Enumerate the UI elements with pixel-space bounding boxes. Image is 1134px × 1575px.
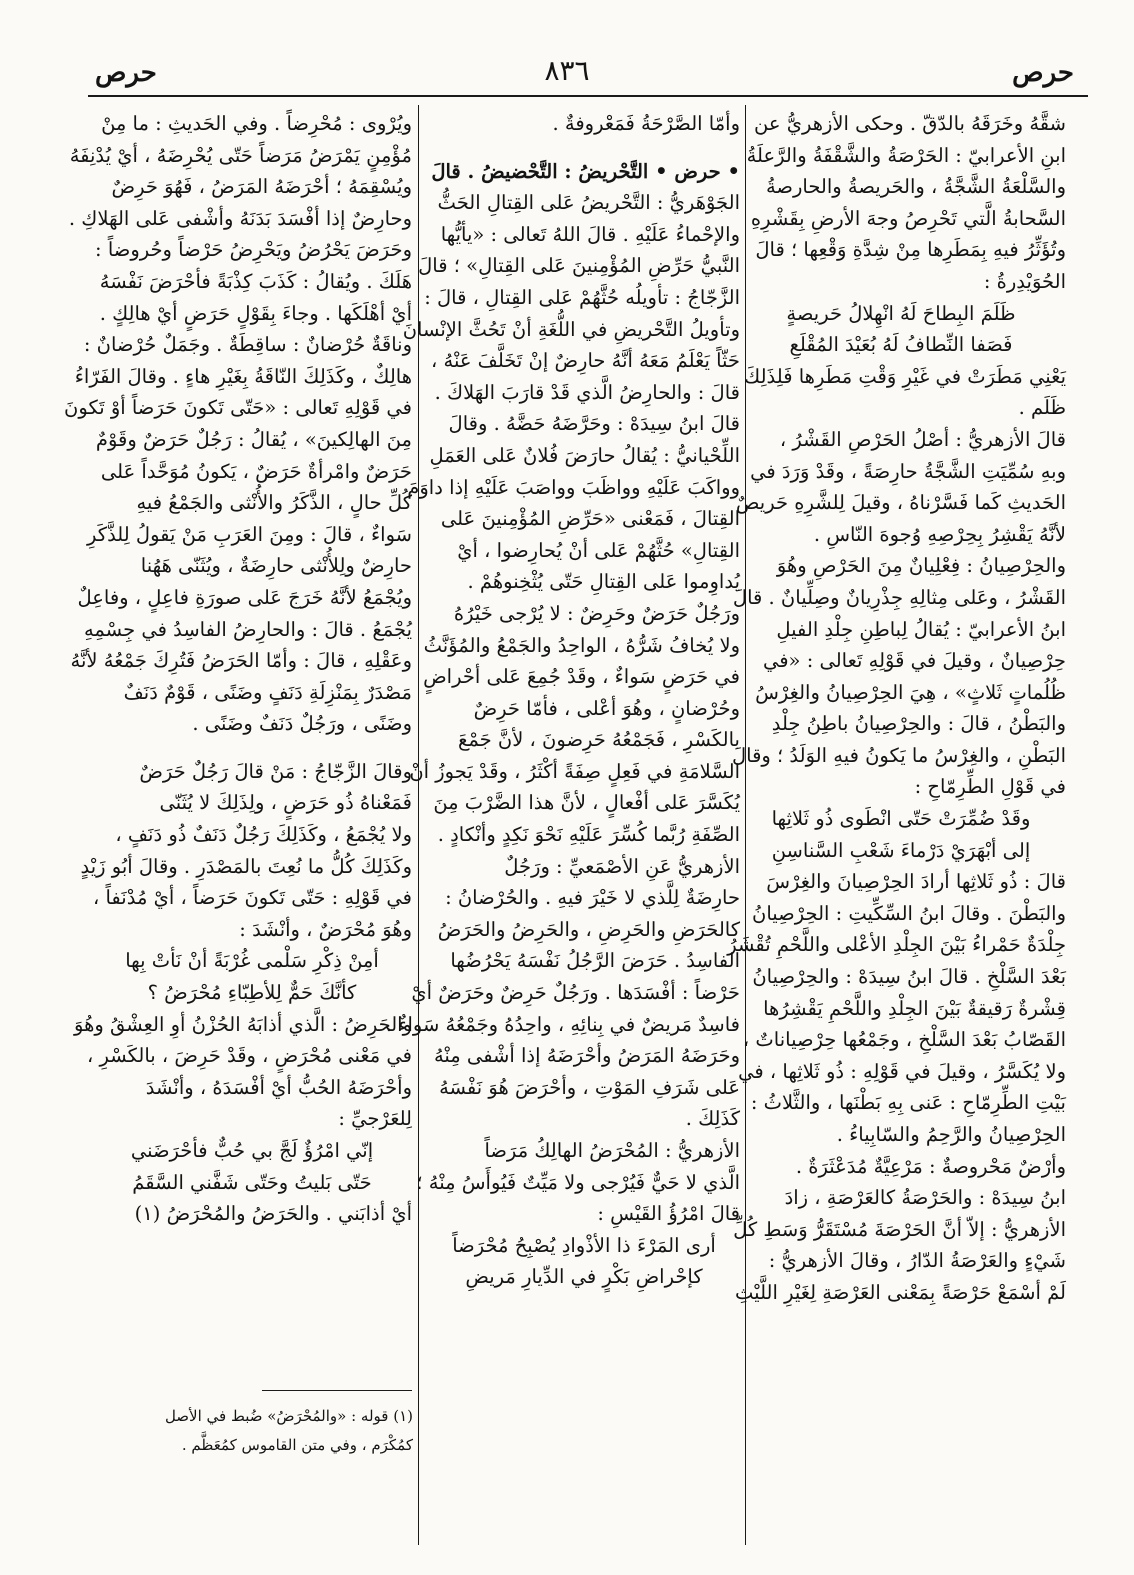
verse-line: أمِنْ ذِكْرِ سَلْمى غُرْبَةً أنْ نَأتْ بِها bbox=[125, 949, 379, 973]
text-line: الحُوَيْدِرةُ : bbox=[983, 269, 1066, 293]
text-line: حِرْصِيانٌ ، وقيلَ في قَوْلِهِ تَعالى : «في bbox=[762, 649, 1066, 673]
text-line: الأزهريُّ عَنِ الأصْمَعيِّ : ورَجُلٌ bbox=[504, 854, 740, 878]
text-line: البَطْنِ ، والغِرْسُ ما يَكونُ فيهِ الوَلَدُ ؛ وقالَ bbox=[731, 743, 1066, 767]
text-line: وهُوَ مُحْرَضٌ ، وأنْشَدَ : bbox=[239, 917, 412, 941]
text-line: وحارِضٌ إذا أفْسَدَ بَدَنَهُ وأشْفى عَلى الهَلاكِ . bbox=[68, 206, 412, 230]
page-number: ٨٣٦ bbox=[544, 54, 590, 87]
text-line: وحَرَضَهُ المَرَضُ وأحْرَضَهُ إذا أشْفى مِنْهُ bbox=[433, 1044, 740, 1068]
text-line: حارِضَةٌ لِلَّذي لا خَيْرَ فيهِ . والحُرْضانُ : bbox=[445, 886, 740, 910]
text-line: لَمْ أسْمَعْ حَرْصَةً بِمَعْنى العَرْصَةِ لِغَيْرِ اللَّيْثِ bbox=[735, 1280, 1066, 1304]
text-line: جِلْدَةٌ حَمْراءُ بَيْنَ الجِلْدِ الأعْلى واللَّحْمِ تُقْشَرُ bbox=[727, 933, 1066, 957]
text-line: القَشْرُ ، وعَلى مِثالِهِ جِذْرِيانٌ وصِلِّيانٌ . قالَ bbox=[732, 585, 1066, 609]
header-word-left: حرص bbox=[95, 58, 157, 88]
verse-line: إلى أبْهَرَيْ دَرْماءَ شَعْبِ السَّناسِنِ bbox=[771, 838, 1031, 862]
text-line: السَّلامَةِ في فَعِلٍ صِفَةً أكْثَرُ ، وقَدْ يَجوزُ أنْ bbox=[409, 759, 740, 783]
text-line: كالحَرَضِ والحَرِضِ ، والحَرِضُ والحَرَضُ bbox=[437, 917, 740, 941]
paragraph-gap bbox=[92, 740, 412, 756]
text-line: شقَّهُ وخَرَقَهُ بالدّقّ . وحكى الأزهريُّ عن bbox=[754, 112, 1066, 135]
entry-headword-line: • حرض • التَّحْريضُ : التَّحْضيضُ . قالَ bbox=[431, 159, 740, 183]
text-line: وواكَبَ عَلَيْهِ وواظَبَ وواصَبَ عَلَيْهِ إذا داوَمَ bbox=[407, 475, 740, 499]
text-line: قالَ الأزهريُّ : أصْلُ الحَرْصِ القَشْرُ ، bbox=[779, 427, 1066, 451]
text-line: هالِكٌ ، وكَذَلِكَ النّاقَةُ بِغَيْرِ هاءٍ . وقالَ الفَرّاءُ bbox=[74, 364, 412, 388]
paragraph-gap bbox=[428, 140, 740, 156]
footnote bbox=[95, 1402, 413, 1460]
text-line: وحَرَضَ يَحْرُضُ ويَحْرِضُ حَرْضاً وحُروضاً : bbox=[95, 238, 412, 262]
text-line: قالَ ابنُ سِيدَهْ : وحَرَّضَهُ حَضَّهُ . وقالَ bbox=[448, 412, 740, 436]
verse-line: ظَلَمَ البِطاحَ لَهُ انْهِلالُ حَريصةٍ bbox=[786, 301, 1016, 325]
header-word-right: حرص bbox=[1012, 58, 1074, 88]
text-line: بَيْتِ الطِّرِمّاحِ : عَنى بِهِ بَطْنَها ، والثَّلاثُ : bbox=[750, 1091, 1066, 1115]
text-line: حَرَضٌ وامْرأةٌ حَرَضٌ ، يَكونُ مُوَحَّداً عَلى bbox=[100, 459, 412, 483]
text-column-right bbox=[727, 108, 1066, 1309]
text-line: يُجْمَعُ . قالَ : والحارِضُ الفاسِدُ في جِسْمِهِ bbox=[83, 617, 412, 641]
text-line: الحِرْصِيانُ والرَّحِمُ والسّابِياءُ . bbox=[836, 1123, 1066, 1146]
verse-line: وقَدْ ضُمِّرَتْ حَتّى انْطَوى ذُو ثَلاثِها bbox=[771, 807, 1031, 831]
text-line: عَلى شَرَفِ المَوْتِ ، وأحْرَضَ هُوَ نَفْسَهُ bbox=[439, 1075, 740, 1099]
text-line: كَذَلِكَ . bbox=[685, 1107, 740, 1131]
text-line: أيْ أذابَني . والحَرَضُ والمُحْرَضُ (١) bbox=[134, 1202, 412, 1226]
text-line: النَّبيُّ حَرِّضِ المُؤْمِنينَ عَلى القِتالِ» ؛ قالَ bbox=[418, 254, 740, 278]
text-line: حَرْضاً : أفْسَدَها . ورَجُلٌ حَرِضٌ وحَرَضٌ أيْ bbox=[411, 981, 740, 1005]
text-line: في حَرَضٍ سَواءٌ ، وقَدْ جُمِعَ عَلى أحْراضٍ bbox=[423, 665, 740, 689]
text-line: قالَ : ذُو ثَلاثِها أرادَ الحِرْصِيانَ والغِرْسَ bbox=[766, 870, 1066, 894]
text-line: الجَوْهَريُّ : التَّحْريضُ عَلى القِتالِ الحَثُّ bbox=[437, 191, 740, 215]
text-line: في قَوْلِهِ : حَتّى تَكونَ حَرَضاً ، أيْ مُدْنَفاً ، bbox=[93, 886, 412, 910]
text-line: الأزهريُّ : إلاّ أنَّ الحَرْصَةَ مُسْتَقَرُّ وَسَطِ كُلِّ bbox=[733, 1217, 1066, 1241]
text-line: يُداوِموا عَلى القِتالِ حَتّى يُثْخِنوهُمْ . bbox=[467, 570, 740, 594]
text-line: اللِّحْيانيُّ : يُقالُ حارَضَ فُلانٌ عَلى العَمَلِ bbox=[429, 443, 740, 467]
text-line: لِلعَرْجيِّ : bbox=[338, 1107, 412, 1131]
text-line: في قَوْلِ الطِّرِمّاحِ : bbox=[914, 775, 1066, 799]
text-line: ورَجُلٌ حَرَضٌ وحَرِضٌ : لا يُرْجى خَيْرُهُ bbox=[453, 601, 740, 625]
text-line: القِتالَ ، فَمَعْنى «حَرِّضِ المُؤْمِنينَ عَلى bbox=[440, 507, 740, 531]
text-line: حارِضٌ ولِلأُنْثى حارِضَةٌ ، ويُثَنّى هَهُنا bbox=[140, 554, 412, 578]
text-line: وعَقْلِهِ ، قالَ : وأمّا الحَرَضُ فَتُرِكَ جَمْعُهُ لأنَّهُ bbox=[70, 649, 412, 673]
text-line: والسَّلْعَةُ الشَّجَّةُ ، والحَريصةُ والحارصةُ bbox=[765, 175, 1066, 199]
text-line: وناقَةٌ حُرْضانٌ : ساقِطَةٌ . وجَمَلٌ حُرْضانٌ : bbox=[83, 333, 412, 357]
text-line: وحُرْضانٍ ، وهُوَ أعْلى ، فأمّا حَرِضٌ bbox=[473, 696, 740, 720]
text-line: الحَديثِ كَما فَسَّرْناهُ ، وقيلَ لِلشَّرِهِ حَريصٌ bbox=[735, 491, 1066, 515]
verse-line: كإحْراضِ بَكْرٍ في الدِّيارِ مَريضِ bbox=[465, 1265, 703, 1289]
footnote-line: (١) قوله : «والمُحْرَضُ» ضُبط في الأصل bbox=[164, 1407, 413, 1425]
text-line: يُكَسَّرَ عَلى أفْعالٍ ، لأنَّ هذا الضَّرْبَ مِنَ bbox=[433, 791, 740, 815]
text-line: ويُجْمَعُ لأنَّهُ خَرَجَ عَلى صورَةِ فاعِلٍ ، وفاعِلٌ bbox=[77, 585, 412, 609]
text-line: ظُلُماتٍ ثَلاثٍ» ، هِيَ الحِرْصِيانُ والغِرْسُ bbox=[755, 680, 1066, 704]
text-line: والبَطْنَ . وقالَ ابنُ السِّكِّيتِ : الحِرْصِيانُ bbox=[752, 901, 1066, 925]
text-line: في مَعْنى مُحْرَضٍ ، وقَدْ حَرِضَ ، بالكَسْرِ ، bbox=[87, 1044, 412, 1068]
text-line: قالَ : والحارِضُ الَّذي قَدْ قارَبَ الهَلاكَ . bbox=[434, 380, 740, 404]
text-line: ولا يُكَسَّرُ ، وقيلَ في قَوْلِهِ : ذُو ثَلاثِها ، في bbox=[738, 1059, 1066, 1083]
text-line: ويُسْقِمَهُ ؛ أحْرَضَهُ المَرَضُ ، فَهُوَ حَرِضٌ bbox=[111, 175, 412, 199]
text-line: والحِرْصِيانُ : فِعْلِيانٌ مِنَ الحَرْصِ وهُوَ bbox=[776, 554, 1066, 578]
text-line: ابنِ الأعرابيّ : الحَرْصَةُ والشَّقْفَةُ والرَّعلَةُ bbox=[746, 143, 1066, 167]
text-column-left bbox=[64, 108, 412, 1230]
text-line: في قَوْلِهِ تَعالى : «حَتّى تَكونَ حَرَضاً أوْ تَكونَ bbox=[64, 396, 412, 420]
text-line: مُؤْمِنٍ يَمْرَضُ مَرَضاً حَتّى يُحْرِضَهُ ، أيْ يُدْنِفَهُ bbox=[69, 143, 412, 167]
text-line: والحَرِضُ : الَّذي أذابَهُ الحُزْنُ أوِ العِشْقُ وهُوَ bbox=[74, 1012, 412, 1036]
text-line: هَلَكَ . ويُقالُ : كَذَبَ كِذْبَةً فأحْرَضَ نَفْسَهُ bbox=[99, 269, 412, 293]
text-line: الفاسِدُ . حَرَضَ الرَّجُلُ نَفْسَهُ يَحْرُضُها bbox=[450, 949, 740, 973]
text-line: ويُرْوى : مُحْرِضاً . وفي الحَديثِ : ما مِنْ bbox=[101, 112, 412, 135]
text-line: وضَنًى ، ورَجُلٌ دَنَفٌ وضَنًى . bbox=[192, 712, 412, 736]
text-line: ولا يُخافُ شَرُّهُ ، الواحِدُ والجَمْعُ والمُؤَنَّثُ bbox=[423, 633, 740, 657]
text-column-middle bbox=[385, 108, 740, 1293]
text-line: وأمّا الصَّرْحَةُ فَمَعْروفةٌ . bbox=[552, 112, 740, 135]
text-line: القَصّابُ بَعْدَ السَّلْخِ ، وجَمْعُها حِرْصِياناتٌ ، bbox=[742, 1028, 1066, 1052]
text-line: سَواءٌ ، قالَ : ومِنَ العَرَبِ مَنْ يَقولُ لِلذَّكَرِ bbox=[87, 522, 412, 546]
text-line: فاسِدٌ مَريضٌ في بِنائِهِ ، واحِدُهُ وجَمْعُهُ سَواءٌ . bbox=[385, 1012, 740, 1036]
text-line: وأرْضٌ مَحْروصةٌ : مَرْعِيَّةٌ مُدَعْثَرَةٌ . bbox=[795, 1154, 1066, 1178]
text-line: ابنُ الأعرابيّ : يُقالُ لِباطِنِ جِلْدِ الفيلِ bbox=[776, 617, 1066, 641]
verse-line: حَتّى بَليتُ وحَتّى شَفَّني السَّقَمُ bbox=[132, 1170, 372, 1194]
text-line: وقالَ الزَّجّاجُ : مَنْ قالَ رَجُلٌ حَرَضٌ bbox=[139, 759, 412, 783]
verse-line: فَصَفا النِّطافُ لَهُ بُعَيْدَ المُقْلَعِ bbox=[789, 333, 1013, 357]
text-line: والبَطْنُ ، قالَ : والحِرْصِيانُ باطِنُ جِلْدِ bbox=[771, 712, 1066, 736]
text-line: السَّحابةُ الَّتي تَحْرِصُ وجهَ الأرضِ بِقَشْرِهِ bbox=[750, 206, 1066, 230]
text-line: فَمَعْناهُ ذُو حَرَضٍ ، ولِذَلِكَ لا يُثَنّى bbox=[159, 791, 412, 815]
text-line: الصِّفَةِ رُبَّما كُسِّرَ عَلَيْهِ نَحْوَ نَكِدٍ وأنْكادٍ . bbox=[437, 823, 740, 847]
verse-line: أرى المَرْءَ ذا الأذْوادِ يُصْبِحُ مُحْرَضاً bbox=[452, 1233, 716, 1257]
text-line: قالَ امْرُؤُ القَيْسِ : bbox=[597, 1202, 740, 1226]
text-line: كُلِّ حالٍ ، الذَّكَرُ والأُنْثى والجَمْعُ فيهِ bbox=[136, 491, 412, 515]
text-line: وتُؤَثِّرُ فيهِ بِمَطَرِها مِنْ شِدَّةِ وَقْعِها ؛ قالَ bbox=[755, 238, 1066, 262]
footnote-rule bbox=[262, 1390, 412, 1391]
verse-line: كأنَّكَ حَمٌّ لِلأطِبّاءِ مُحْرَضُ ؟ bbox=[147, 981, 357, 1005]
text-line: أيْ أهْلَكَها . وجاءَ بِقَوْلٍ حَرَضٍ أيْ هالِكٍ . bbox=[99, 301, 412, 325]
verse-line: إنّي امْرُؤٌ لَجَّ بي حُبٌّ فأحْرَضَني bbox=[130, 1139, 374, 1162]
text-line: مِنَ الهالِكينَ» ، يُقالُ : رَجُلٌ حَرَضٌ وقَوْمٌ bbox=[95, 427, 412, 451]
text-line: الأزهريُّ : المُحْرَضُ الهالِكُ مَرَضاً bbox=[484, 1139, 740, 1162]
text-line: يَعْنِي مَطَرَتْ في غَيْرِ وَقْتِ مَطَرِها فَلِذَلِكَ bbox=[744, 364, 1066, 388]
text-line: القِتالِ» حُثَّهُمْ عَلى أنْ يُحارِضوا ، أيْ bbox=[457, 538, 740, 562]
text-line: قِشْرةٌ رَقيقةٌ بَيْنَ الجِلْدِ واللَّحْمِ يَقْشِرُها bbox=[763, 996, 1066, 1020]
header-rule bbox=[88, 95, 1088, 97]
text-line: الزَّجّاجُ : تأويلُه حُثَّهُمْ عَلى القِتالِ ، قالَ : bbox=[424, 285, 740, 309]
text-line: ظَلَم . bbox=[1018, 396, 1066, 420]
text-line: حَثّاً يَعْلَمُ مَعَهُ أنَّهُ حارِضٌ إنْ تَخَلَّفَ عَنْهُ ، bbox=[431, 349, 740, 373]
text-line: وأحْرَضَهُ الحُبُّ أيْ أفْسَدَهُ ، وأنْشَدَ bbox=[145, 1075, 412, 1099]
text-line: والإحْماءُ عَلَيْهِ . قالَ اللهُ تَعالى : «يأيُّها bbox=[440, 222, 740, 246]
text-line: ولا يُجْمَعُ ، وكَذَلِكَ رَجُلٌ دَنَفٌ ذُو دَنَفٍ ، bbox=[115, 823, 412, 847]
text-line: الَّذي لا حَيٌّ فَيُرْجى ولا مَيِّتٌ فَيُوأَسُ مِنْهُ ؛ bbox=[416, 1170, 740, 1194]
text-line: وتأويلُ التَّحْريضِ في اللُّغَةِ أنْ تَحُثَّ الإنْسانَ bbox=[402, 317, 740, 341]
text-line: بَعْدَ السَّلْخِ . قالَ ابنُ سِيدَهْ : والحِرْصِيانُ bbox=[752, 965, 1066, 989]
text-line: ابنُ سِيدَهْ : والحَرْصَةُ كالعَرْصَةِ ، زادَ bbox=[784, 1186, 1066, 1210]
text-line: لأنَّهُ يَقْشِرُ بِحِرْصِهِ وُجوهَ النّاسِ . bbox=[813, 522, 1066, 546]
text-line: شَيْءٍ والعَرْصَةُ الدّارُ ، وقالَ الأزهريُّ : bbox=[768, 1249, 1066, 1273]
text-line: وبهِ سُمِّيَتِ الشَّجَّةُ حارِصَةً ، وقَدْ وَرَدَ في bbox=[750, 459, 1066, 483]
footnote-line: كمُكْرَم ، وفي متن القاموس كمُعَظَّم . bbox=[181, 1436, 413, 1454]
text-line: بالكَسْرِ ، فَجَمْعُهُ حَرِضونَ ، لأنَّ جَمْعَ bbox=[458, 728, 740, 752]
text-line: وكَذَلِكَ كُلُّ ما نُعِتَ بالمَصْدَرِ . وقالَ أبُو زَيْدٍ bbox=[80, 854, 412, 878]
text-line: مَصْدَرٌ بِمَنْزِلَةِ دَنَفٍ وضَنًى ، قَوْمٌ دَنَفٌ bbox=[123, 680, 412, 704]
